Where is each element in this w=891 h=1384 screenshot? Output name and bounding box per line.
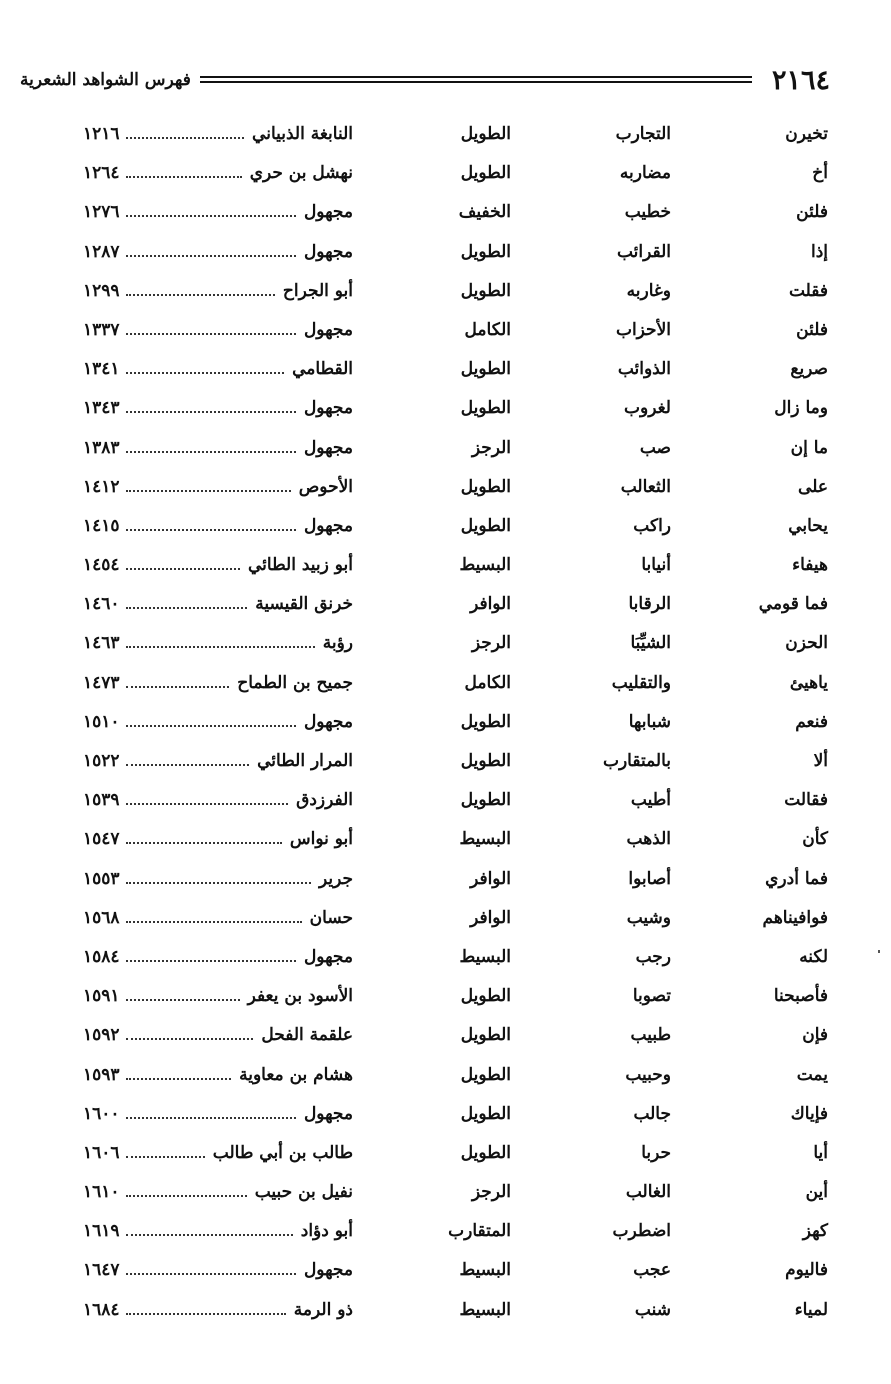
table-row [0, 194, 891, 233]
poet-name: المرار الطائي [257, 751, 353, 771]
table-row [0, 704, 891, 743]
rhyme-word: والتقليب [611, 672, 671, 693]
page-reference: ١٤٦٣ [83, 633, 120, 654]
poet-page-entry [83, 669, 353, 697]
poet-name: مجهول [303, 1103, 353, 1124]
dot-leader [126, 1313, 286, 1315]
page-reference: ١٦٨٤ [83, 1299, 120, 1320]
poetic-meter: الطويل [460, 790, 511, 811]
table-row [0, 1096, 891, 1135]
poet-name: الفرزدق [296, 790, 353, 811]
poet-name: علقمة الفحل [261, 1025, 353, 1046]
dot-leader [126, 333, 296, 335]
rhyme-word: بالمتقارب [602, 751, 671, 771]
poet-name: الأحوص [298, 476, 353, 497]
poetic-meter: الرجز [471, 1182, 511, 1203]
poet-page-entry [83, 590, 353, 618]
dot-leader [126, 1156, 205, 1158]
table-row [0, 155, 891, 194]
page-reference: ١٢٨٧ [83, 241, 120, 262]
poetic-meter: الطويل [460, 986, 511, 1007]
rhyme-word: أصابوا [628, 868, 671, 889]
poet-page-entry [83, 159, 353, 187]
table-row [0, 547, 891, 586]
poetic-meter: الوافر [470, 868, 511, 889]
rhyme-word: صب [639, 437, 671, 458]
poetic-meter: الطويل [460, 1025, 511, 1046]
poet-page-entry [83, 1100, 353, 1128]
dot-leader [126, 1117, 296, 1119]
page-reference: ١٥٦٨ [83, 907, 120, 928]
rhyme-word: خطيب [624, 202, 671, 223]
rhyme-word: الغالب [625, 1182, 671, 1203]
page-reference: ١٦١٠ [83, 1182, 120, 1203]
page-reference: ١٥١٠ [83, 711, 120, 732]
table-row [0, 1135, 891, 1174]
poet-page-entry [83, 629, 353, 657]
page-reference: ١٤١٢ [83, 476, 120, 497]
verse-opening-word: ما إن [790, 437, 828, 458]
poetic-meter: الكامل [464, 672, 511, 693]
page-reference: ١٦٠٠ [83, 1103, 120, 1124]
verse-opening-word: تخيرن [785, 124, 828, 144]
page-reference: ١٤٦٠ [83, 594, 120, 615]
poet-page-entry [83, 1296, 353, 1324]
dot-leader [126, 529, 296, 531]
dot-leader [126, 646, 315, 648]
table-row [0, 861, 891, 900]
poet-page-entry [83, 904, 353, 932]
verse-opening-word: فنعم [795, 711, 828, 732]
poetic-meter: البسيط [459, 946, 511, 967]
table-row [0, 430, 891, 469]
page-reference: ١٦٤٧ [83, 1260, 120, 1281]
page-number: ٢١٦٤ [771, 65, 830, 96]
table-row [0, 312, 891, 351]
rhyme-word: تصوبا [632, 986, 671, 1007]
rhyme-word: اضطرب [612, 1221, 671, 1242]
verse-opening-word: فلئن [796, 202, 828, 223]
page-reference: ١٥٤٧ [83, 829, 120, 850]
page-reference: ١٥٣٩ [83, 790, 120, 811]
poet-name: أبو زبيد الطائي [248, 555, 353, 576]
header-double-rule [200, 76, 752, 83]
page-reference: ١٢٦٤ [83, 163, 120, 184]
table-row [0, 978, 891, 1017]
page-reference: ١٢١٦ [83, 124, 120, 144]
rhyme-word: التجارب [615, 124, 671, 144]
page-reference: ١٣٤١ [83, 359, 120, 380]
poet-name: رؤبة [322, 633, 353, 654]
verse-opening-word: أيا [813, 1142, 828, 1163]
poet-name: الأسود بن يعفر [247, 986, 353, 1007]
verse-opening-word: صريع [790, 359, 828, 380]
poet-name: مجهول [303, 398, 353, 419]
page-reference: ١٥٨٤ [83, 946, 120, 967]
poetic-meter: الكامل [464, 319, 511, 340]
poetic-meter: الوافر [470, 594, 511, 615]
poet-page-entry [83, 982, 353, 1010]
rhyme-word: القرائب [616, 241, 671, 262]
rhyme-word: حربا [641, 1142, 671, 1163]
poet-page-entry [83, 316, 353, 344]
poetic-meter: الطويل [460, 515, 511, 536]
page-reference: ١٣٤٣ [83, 398, 120, 419]
dot-leader [126, 1078, 232, 1080]
poet-page-entry [83, 1256, 353, 1284]
poet-name: مجهول [303, 437, 353, 458]
poet-name: مجهول [303, 241, 353, 262]
page-reference: ١٣٨٣ [83, 437, 120, 458]
table-row [0, 1292, 891, 1331]
poetic-meter: الطويل [460, 163, 511, 184]
rhyme-word: أطيب [630, 790, 671, 811]
poet-name: مجهول [303, 1260, 353, 1281]
poetic-meter: الوافر [470, 907, 511, 928]
table-row [0, 1174, 891, 1213]
poet-page-entry [83, 238, 353, 266]
poet-name: مجهول [303, 946, 353, 967]
rhyme-word: وشيب [626, 907, 671, 928]
poet-page-entry [83, 355, 353, 383]
page-reference: ١٦١٩ [83, 1221, 120, 1242]
poet-page-entry [83, 512, 353, 540]
rhyme-word: الذوائب [617, 359, 671, 380]
poetic-meter: الطويل [460, 476, 511, 497]
verse-opening-word: وما زال [774, 398, 828, 419]
verse-opening-word: فقلت [788, 280, 828, 301]
page-reference: ١٦٠٦ [83, 1142, 120, 1163]
table-row [0, 1017, 891, 1056]
table-row [0, 1057, 891, 1096]
rhyme-word: أنيابا [641, 555, 671, 576]
poetic-meter: الرجز [471, 633, 511, 654]
page-reference: ١٥٩٢ [83, 1025, 120, 1046]
page-reference: ١٥٢٢ [83, 751, 120, 771]
poet-name: مجهول [303, 711, 353, 732]
poet-name: حسان [309, 907, 353, 928]
poet-name: جميح بن الطماح [237, 672, 353, 693]
dot-leader [126, 1273, 296, 1275]
poetic-meter: الطويل [460, 280, 511, 301]
dot-leader [126, 255, 296, 257]
table-row [0, 1213, 891, 1252]
verse-opening-word: يحابي [788, 515, 828, 536]
dot-leader [126, 764, 250, 766]
dot-leader [126, 686, 230, 688]
dot-leader [126, 882, 311, 884]
table-row [0, 234, 891, 273]
poet-page-entry [83, 786, 353, 814]
poetic-meter: الطويل [460, 1064, 511, 1085]
page-reference: ١٤٧٣ [83, 672, 120, 693]
table-row [0, 508, 891, 547]
dot-leader [126, 960, 296, 962]
poetic-meter: الطويل [460, 241, 511, 262]
page-reference: ١٢٧٦ [83, 202, 120, 223]
rhyme-word: مضاربه [619, 163, 671, 184]
poet-page-entry [83, 943, 353, 971]
poetic-meter: الطويل [460, 359, 511, 380]
verse-opening-word: ألا [813, 751, 828, 771]
dot-leader [126, 607, 248, 609]
poet-page-entry [83, 1139, 353, 1167]
poet-name: جرير [319, 868, 353, 889]
verse-opening-word: إذا [810, 241, 828, 262]
dot-leader [126, 725, 296, 727]
poet-page-entry [83, 1178, 353, 1206]
rhyme-word: وحبيب [625, 1064, 671, 1085]
page-reference: ١٣٣٧ [83, 319, 120, 340]
poet-page-entry [83, 1217, 353, 1245]
poet-name: أبو دؤاد [300, 1221, 353, 1242]
poetic-meter: البسيط [459, 829, 511, 850]
table-row [0, 625, 891, 664]
poet-page-entry [83, 1061, 353, 1089]
table-row [0, 821, 891, 860]
dot-leader [126, 490, 291, 492]
poetic-meter: الطويل [460, 1142, 511, 1163]
scan-speck [878, 950, 880, 953]
table-row [0, 469, 891, 508]
poet-name: مجهول [303, 515, 353, 536]
page-reference: ١٤٥٤ [83, 555, 120, 576]
rhyme-word: الذهب [626, 829, 671, 850]
rhyme-word: وغاربه [626, 280, 671, 301]
dot-leader [126, 372, 285, 374]
poet-name: نفيل بن حبيب [254, 1182, 353, 1203]
table-row [0, 782, 891, 821]
dot-leader [126, 137, 245, 139]
page-reference: ١٢٩٩ [83, 280, 120, 301]
table-row [0, 1252, 891, 1291]
poet-page-entry [83, 473, 353, 501]
verse-opening-word: كهز [802, 1221, 828, 1242]
poetic-meter: البسيط [459, 555, 511, 576]
poet-page-entry [83, 198, 353, 226]
dot-leader [126, 803, 289, 805]
page-reference: ١٥٩٣ [83, 1064, 120, 1085]
poet-name: النابغة الذبياني [252, 124, 353, 144]
dot-leader [126, 1038, 254, 1040]
poetic-meter: الطويل [460, 398, 511, 419]
page-header [20, 64, 830, 104]
verse-opening-word: فأصبحنا [773, 986, 828, 1007]
rhyme-word: شنب [634, 1299, 671, 1320]
verse-opening-word: فما أدري [765, 868, 828, 889]
poet-name: نهشل بن حري [249, 163, 353, 184]
rhyme-word: عجب [633, 1260, 671, 1281]
rhyme-word: الرقابا [628, 594, 671, 615]
verse-opening-word: يمت [796, 1064, 828, 1085]
dot-leader [126, 411, 296, 413]
dot-leader [126, 999, 240, 1001]
table-row [0, 273, 891, 312]
rhyme-word: طبيب [630, 1025, 671, 1046]
poetic-meter: الطويل [460, 711, 511, 732]
poet-page-entry [83, 394, 353, 422]
verse-opening-word: فوافيناهم [762, 907, 828, 928]
poetry-index-table [0, 116, 891, 1331]
table-row [0, 390, 891, 429]
poetic-meter: البسيط [459, 1260, 511, 1281]
table-row [0, 116, 891, 155]
verse-opening-word: كأن [802, 829, 828, 850]
poet-page-entry [83, 120, 353, 148]
table-row [0, 939, 891, 978]
rhyme-word: الأحزاب [615, 319, 671, 340]
dot-leader [126, 215, 296, 217]
verse-opening-word: ياهيئ [789, 672, 828, 693]
page-reference: ١٥٥٣ [83, 868, 120, 889]
verse-opening-word: أين [805, 1182, 828, 1203]
page-reference: ١٥٩١ [83, 986, 120, 1007]
verse-opening-word: لكنه [799, 946, 828, 967]
poetic-meter: الطويل [460, 751, 511, 771]
poet-page-entry [83, 1021, 353, 1049]
poet-name: طالب بن أبي طالب [212, 1142, 353, 1163]
poet-page-entry [83, 825, 353, 853]
poet-name: هشام بن معاوية [239, 1064, 353, 1085]
poet-page-entry [83, 747, 353, 775]
rhyme-word: جالب [633, 1103, 671, 1124]
verse-opening-word: على [798, 476, 828, 497]
poet-page-entry [83, 708, 353, 736]
verse-opening-word: هيفاء [792, 555, 828, 576]
verse-opening-word: فقالت [784, 790, 828, 811]
dot-leader [126, 451, 296, 453]
verse-opening-word: فلئن [796, 319, 828, 340]
table-row [0, 351, 891, 390]
poetic-meter: البسيط [459, 1299, 511, 1320]
poet-page-entry [83, 277, 353, 305]
dot-leader [126, 176, 242, 178]
poet-name: مجهول [303, 202, 353, 223]
table-row [0, 900, 891, 939]
rhyme-word: شبابها [628, 711, 671, 732]
verse-opening-word: فاليوم [785, 1260, 828, 1281]
table-row [0, 743, 891, 782]
rhyme-word: الشيِّبَا [630, 633, 671, 654]
poet-name: خرنق القيسية [255, 594, 353, 615]
dot-leader [126, 921, 302, 923]
dot-leader [126, 568, 240, 570]
poetic-meter: الرجز [471, 437, 511, 458]
poet-name: ذو الرمة [293, 1299, 353, 1320]
rhyme-word: لغروب [624, 398, 671, 419]
dot-leader [126, 294, 275, 296]
rhyme-word: الثعالب [620, 476, 671, 497]
poetic-meter: الطويل [460, 1103, 511, 1124]
verse-opening-word: فإن [802, 1025, 828, 1046]
poetic-meter: الخفيف [458, 202, 511, 223]
table-row [0, 665, 891, 704]
poetic-meter: المتقارب [448, 1221, 511, 1242]
poet-name: أبو نواس [289, 829, 353, 850]
poet-name: أبو الجراح [282, 280, 353, 301]
poet-page-entry [83, 865, 353, 893]
poet-name: القطامي [292, 359, 353, 380]
running-title: فهرس الشواهد الشعرية [20, 70, 191, 90]
verse-opening-word: الحزن [785, 633, 828, 654]
poet-page-entry [83, 551, 353, 579]
page-reference: ١٤١٥ [83, 515, 120, 536]
dot-leader [126, 842, 282, 844]
dot-leader [126, 1234, 293, 1236]
verse-opening-word: أخ [812, 163, 828, 184]
rhyme-word: رجب [635, 946, 671, 967]
poetic-meter: الطويل [460, 124, 511, 144]
rhyme-word: راكب [633, 515, 671, 536]
verse-opening-word: فما قومي [758, 594, 828, 615]
poet-name: مجهول [303, 319, 353, 340]
poet-page-entry [83, 434, 353, 462]
verse-opening-word: فإياك [790, 1103, 828, 1124]
dot-leader [126, 1195, 247, 1197]
verse-opening-word: لمياء [794, 1299, 828, 1320]
table-row [0, 586, 891, 625]
